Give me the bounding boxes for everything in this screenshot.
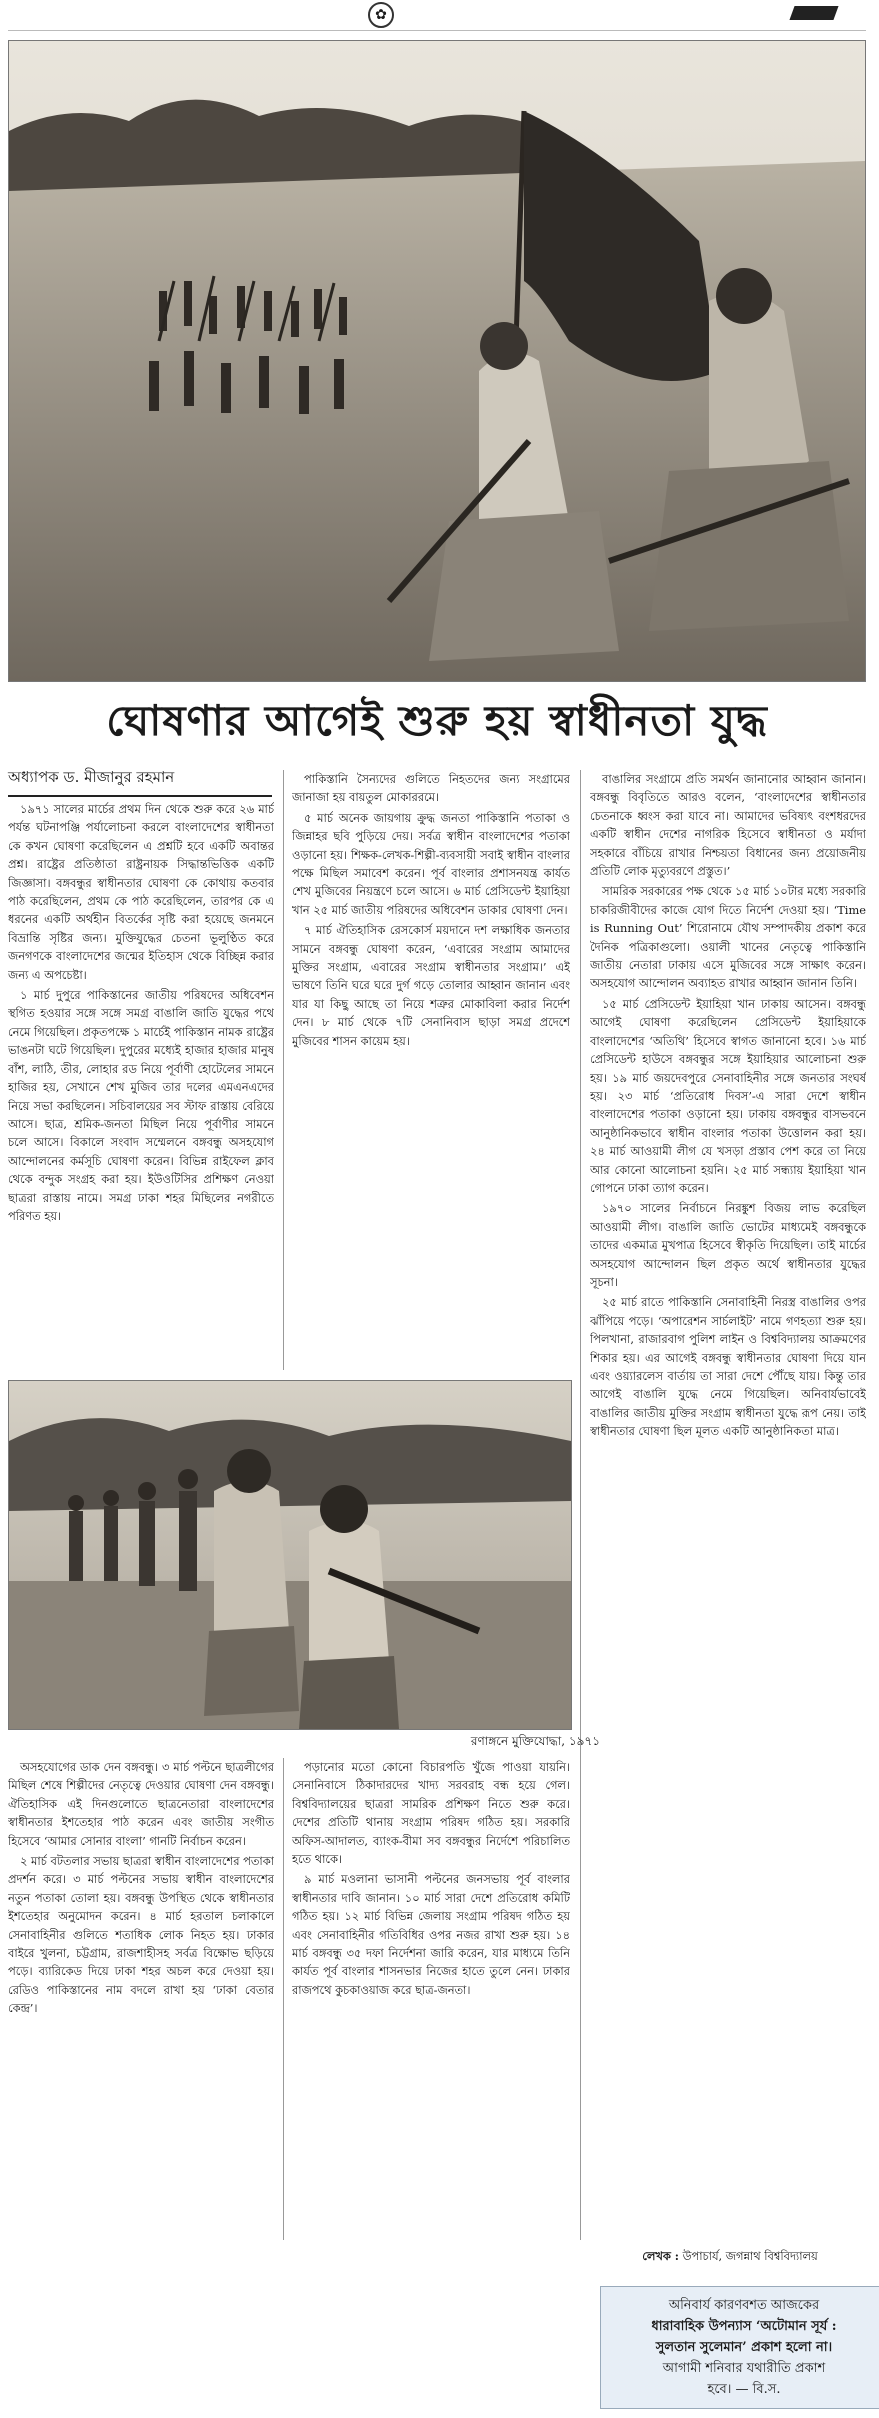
- paragraph: ২৫ মার্চ রাতে পাকিস্তানি সেনাবাহিনী নিরস্ত্র বাঙালির ওপর ঝাঁপিয়ে পড়ে। ‘অপারেশন সার্চলাইট’ নামে গণহত্যা শুরু হয়। পিলখানা, রাজারবাগ পুলিশ লাইন ও বিশ্ববিদ্যালয় আক্রমণের শিকার হয়। এর আগেই বঙ্গবন্ধু স্বাধীনতার ঘোষণা দিয়ে যান এবং ওয়্যারলেস বার্তায় তা সারা দেশে পৌঁছে যায়। কিন্তু তার আগেই বাঙালি যুদ্ধে নেমে গিয়েছিল। অনিবার্যভাবেই বাঙালির জাতীয় মুক্তির সংগ্রাম স্বাধীনতা যুদ্ধে রূপ নেয়। তাই স্বাধীনতার ঘোষণা ছিল মূলত একটি আনুষ্ঠানিকতা মাত্র।: [590, 1295, 866, 1439]
- author-note-label: লেখক :: [642, 2249, 679, 2263]
- paragraph: ১৯৭০ সালের নির্বাচনে নিরঙ্কুশ বিজয় লাভ করেছিল আওয়ামী লীগ। বাঙালি জাতি ভোটের মাধ্যমেই বঙ্গবন্ধুকে তাদের একমাত্র মুখপাত্র হিসেবে স্বীকৃতি দিয়েছিল। তাই মার্চের অসহযোগ আন্দোলন ছিল প্রকৃত অর্থে স্বাধীনতার যুদ্ধের সূচনা।: [590, 1201, 866, 1289]
- paragraph: পড়ানোর মতো কোনো বিচারপতি খুঁজে পাওয়া যায়নি। সেনানিবাসে ঠিকাদারদের খাদ্য সরবরাহ বন্ধ হয়ে গেল। বিশ্ববিদ্যালয়ের ছাত্ররা সামরিক প্রশিক্ষণ নিতে শুরু করে। দেশের প্রতিটি থানায় সংগ্রাম পরিষদ গঠিত হয়। সরকারি অফিস-আদালত, ব্যাংক-বীমা সব বঙ্গবন্ধুর নির্দেশে পরিচালিত হতে থাকে।: [292, 1760, 570, 1867]
- photo-marching-fighters: [8, 1380, 572, 1730]
- paragraph: ৯ মার্চ মওলানা ভাসানী পল্টনের জনসভায় পূর্ব বাংলার স্বাধীনতার দাবি জানান। ১০ মার্চ সারা দেশে প্রতিরোধ কমিটি গঠিত হয়। ১২ মার্চ বিভিন্ন জেলায় সংগ্রাম পরিষদ গঠিত হয় এবং সেনাবাহিনীর গতিবিধির ওপর নজর রাখা শুরু হয়। ১৪ মার্চ বঙ্গবন্ধু ৩৫ দফা নির্দেশনা জারি করেন, যার মাধ্যমে তিনি কার্যত পূর্ব বাংলার শাসনভার নিজের হাতে তুলে নেন। ঢাকার রাজপথে কুচকাওয়াজ করে ছাত্র-জনতা।: [292, 1872, 570, 1997]
- seal-icon: ✿: [368, 2, 394, 28]
- photo-freedom-fighters-flag: [8, 40, 866, 682]
- column-divider: [283, 1758, 284, 2240]
- paragraph: সামরিক সরকারের পক্ষ থেকে ১৫ মার্চ ১০টার মধ্যে সরকারি চাকরিজীবীদের কাজে যোগ দিতে নির্দেশ দেওয়া হয়। ‘Time is Running Out’ শিরোনামে যৌথ সম্পাদকীয় প্রকাশ করে দৈনিক পত্রিকাগুলো। ওয়ালী খানের নেতৃত্বে পাকিস্তানি জাতীয় নেতারা ঢাকায় এসে মুজিবের সঙ্গে সাক্ষাৎ করেন। অসহযোগ আন্দোলন অব্যাহত রাখার আহ্বান জানান তিনি।: [590, 884, 866, 991]
- masthead-strip: [0, 0, 879, 32]
- paragraph: অসহযোগের ডাক দেন বঙ্গবন্ধু। ৩ মার্চ পল্টনে ছাত্রলীগের মিছিল শেষে শিল্পীদের নেতৃত্বে দেওয়ার ঘোষণা দেন বঙ্গবন্ধু। ঐতিহাসিক এই দিনগুলোতে ছাত্রনেতারা বাংলাদেশের স্বাধীনতার ইশতেহার পাঠ করেন এবং জাতীয় সংগীত হিসেবে ‘আমার সোনার বাংলা’ গানটি নির্বাচন করেন।: [8, 1760, 274, 1848]
- article-column-1-top: [8, 800, 274, 1370]
- paragraph: ১৫ মার্চ প্রেসিডেন্ট ইয়াহিয়া খান ঢাকায় আসেন। বঙ্গবন্ধু আগেই ঘোষণা করেছিলেন প্রেসিডেন্ট ইয়াহিয়াকে বাংলাদেশের ‘অতিথি’ হিসেবে স্বাগত জানানো হবে। ১৬ মার্চ প্রেসিডেন্ট হাউসে বঙ্গবন্ধুর সঙ্গে ইয়াহিয়ার আলোচনা শুরু হয়। ১৯ মার্চ জয়দেবপুরে সেনাবাহিনীর সঙ্গে জনতার সংঘর্ষ হয়। ২৩ মার্চ ‘প্রতিরোধ দিবস’-এ সারা দেশে স্বাধীন বাংলাদেশের পতাকা ওড়ানো হয়। ঢাকায় বঙ্গবন্ধুর বাসভবনে আনুষ্ঠানিকভাবে স্বাধীন বাংলার পতাকা উত্তোলন করা হয়। ২৪ মার্চ আওয়ামী লীগ যে খসড়া প্রস্তাব পেশ করে তা নিয়ে আর কোনো আলোচনা হয়নি। ২৫ মার্চ সন্ধ্যায় ইয়াহিয়া খান গোপনে ঢাকা ত্যাগ করেন।: [590, 996, 866, 1195]
- masthead-rule: [8, 30, 866, 31]
- announcement-box: [600, 2286, 879, 2409]
- article-headline: ঘোষণার আগেই শুরু হয় স্বাধীনতা যুদ্ধ: [106, 695, 768, 745]
- column-divider: [283, 770, 284, 1370]
- paragraph: ১ মার্চ দুপুরে পাকিস্তানের জাতীয় পরিষদের অধিবেশন স্থগিত হওয়ার সঙ্গে সঙ্গে সমগ্র বাঙালি জাতি যুদ্ধের পথে নেমে গিয়েছিল। প্রকৃতপক্ষে ১ মার্চেই পাকিস্তান নামক রাষ্ট্রের ভাঙনটা ঘটে গিয়েছিল। দুপুরের মধ্যেই হাজার হাজার মানুষ বাঁশ, লাঠি, তীর, লোহার রড নিয়ে পূর্বাণী হোটেলের সামনে হাজির হয়, সেখানে শেখ মুজিব তার দলের এমএনএদের নিয়ে সভা করছিলেন। সচিবালয়ের সব স্টাফ রাস্তায় বেরিয়ে আসে। ছাত্র, শ্রমিক-জনতা মিছিল নিয়ে পূর্বাণীর সামনে চলে আসে। বিকালে সংবাদ সম্মেলনে বঙ্গবন্ধু অসহযোগ আন্দোলনের কর্মসূচি ঘোষণা করেন। বিভিন্ন রাইফেল ক্লাব থেকে বন্দুক সংগ্রহ করা হয়। ইউওটিসির প্রশিক্ষণ নেওয়া ছাত্ররা রাস্তায় নামে। সমগ্র ঢাকা শহর মিছিলের নগরীতে পরিণত হয়।: [8, 988, 274, 1223]
- article-column-2-bottom: [292, 1758, 570, 2240]
- byline: অধ্যাপক ড. মীজানুর রহমান: [8, 766, 272, 797]
- paragraph: ২ মার্চ বটতলার সভায় ছাত্ররা স্বাধীন বাংলাদেশের পতাকা প্রদর্শন করে। ৩ মার্চ পল্টনের সভায় স্বাধীন বাংলাদেশের নতুন পতাকা তোলা হয়। বঙ্গবন্ধু উপস্থিত থেকে স্বাধীনতার ইশতেহার অনুমোদন করেন। ৪ মার্চ হরতাল চলাকালে সেনাবাহিনীর গুলিতে শতাধিক লোক নিহত হয়। ঢাকার বাইরে খুলনা, চট্টগ্রাম, রাজশাহীসহ সর্বত্র বিক্ষোভ ছড়িয়ে পড়ে। ব্যারিকেড দিয়ে ঢাকা শহর অচল করে দেওয়া হয়। রেডিও পাকিস্তানের নাম বদলে রাখা হয় ‘ঢাকা বেতার কেন্দ্র’।: [8, 1854, 274, 2016]
- announcement-line: হবে। — বি.স.: [707, 2382, 781, 2397]
- paragraph: ৫ মার্চ অনেক জায়গায় ক্রুদ্ধ জনতা পাকিস্তানি পতাকা ও জিন্নাহর ছবি পুড়িয়ে দেয়। সর্বত্র স্বাধীন বাংলাদেশের পতাকা ওড়ানো হয়। শিক্ষক-লেখক-শিল্পী-ব্যবসায়ী সবাই স্বাধীন বাংলার পক্ষে মিছিল সমাবেশ করেন। পূর্ব বাংলার প্রশাসনযন্ত্র কার্যত শেখ মুজিবের নিয়ন্ত্রণে চলে আসে। ৬ মার্চ প্রেসিডেন্ট ইয়াহিয়া খান ২৫ মার্চ জাতীয় পরিষদের অধিবেশন ডাকার ঘোষণা দেন।: [292, 810, 570, 917]
- author-note: [594, 2248, 866, 2267]
- column-divider: [580, 770, 581, 2240]
- corner-brand-mark: [789, 6, 838, 20]
- paragraph: ১৯৭১ সালের মার্চের প্রথম দিন থেকে শুরু করে ২৬ মার্চ পর্যন্ত ঘটনাপঞ্জি পর্যালোচনা করলে বাংলাদেশের স্বাধীনতা কে কখন ঘোষণা করেছিলেন এ প্রশ্নটি হবে একটি অবান্তর প্রশ্ন। রাষ্ট্রের প্রতিষ্ঠাতা রাষ্ট্রনায়ক সিদ্ধান্তভিত্তিক একটি জিজ্ঞাসা। বঙ্গবন্ধুর স্বাধীনতার ঘোষণা কে কোথায় কতবার পাঠ করেছিলেন, প্রথম কে পাঠ করেছিলেন, তারপর কে এ ধরনের একটি অর্থহীন বিতর্কের সৃষ্টি করা হয়েছে জনমনে বিভ্রান্তি সৃষ্টির জন্য। মুক্তিযুদ্ধের চেতনা ভূলুণ্ঠিত করে জনগণকে বাংলাদেশের জন্মের ইতিহাস থেকে বিচ্ছিন্ন করার জন্য এ অপচেষ্টা।: [8, 802, 274, 982]
- author-note-text: উপাচার্য, জগন্নাথ বিশ্ববিদ্যালয়: [682, 2249, 818, 2263]
- photo-caption: রণাঙ্গনে মুক্তিযোদ্ধা, ১৯৭১: [470, 1734, 600, 1748]
- paragraph: ৭ মার্চ ঐতিহাসিক রেসকোর্স ময়দানে দশ লক্ষাধিক জনতার সামনে বঙ্গবন্ধু ঘোষণা করেন, ‘এবারের সংগ্রাম আমাদের মুক্তির সংগ্রাম, এবারের সংগ্রাম স্বাধীনতার সংগ্রাম।’ এই ভাষণে তিনি ঘরে ঘরে দুর্গ গড়ে তোলার আহ্বান জানান এবং যার যা কিছু আছে তা নিয়ে শত্রুর মোকাবিলা করার নির্দেশ দেন। ৮ মার্চ থেকে ৭টি সেনানিবাস ছাড়া সমগ্র প্রদেশে মুজিবের শাসন কায়েম হয়।: [292, 923, 570, 1048]
- announcement-line: সুলতান সুলেমান’ প্রকাশ হলো না।: [655, 2340, 833, 2355]
- paragraph: পাকিস্তানি সৈন্যদের গুলিতে নিহতদের জন্য সংগ্রামের জানাজা হয় বায়তুল মোকাররমে।: [292, 772, 570, 805]
- article-column-2-top: [292, 770, 570, 1370]
- article-column-1-bottom: [8, 1758, 274, 2240]
- announcement-line: ধারাবাহিক উপন্যাস ‘অটোমান সূর্য :: [651, 2319, 837, 2334]
- announcement-line: আগামী শনিবার যথারীতি প্রকাশ: [662, 2361, 826, 2376]
- announcement-line: অনিবার্য কারণবশত আজকের: [668, 2298, 820, 2313]
- paragraph: বাঙালির সংগ্রামে প্রতি সমর্থন জানানোর আহ্বান জানান। বঙ্গবন্ধু বিবৃতিতে আরও বলেন, ‘বাংলাদেশের স্বাধীনতার চেতনাকে ধ্বংস করা যাবে না। আমাদের ভবিষ্যৎ বংশধরদের একটি স্বাধীন দেশের নাগরিক হিসেবে স্বাধীনতা ও মর্যাদা সহকারে বাঁচিয়ে রাখার নিশ্চয়তা বিধানের জন্য প্রয়োজনীয় প্রতিটি লোক মৃত্যুবরণে প্রস্তুত।’: [590, 772, 866, 879]
- article-column-3: [590, 770, 866, 2240]
